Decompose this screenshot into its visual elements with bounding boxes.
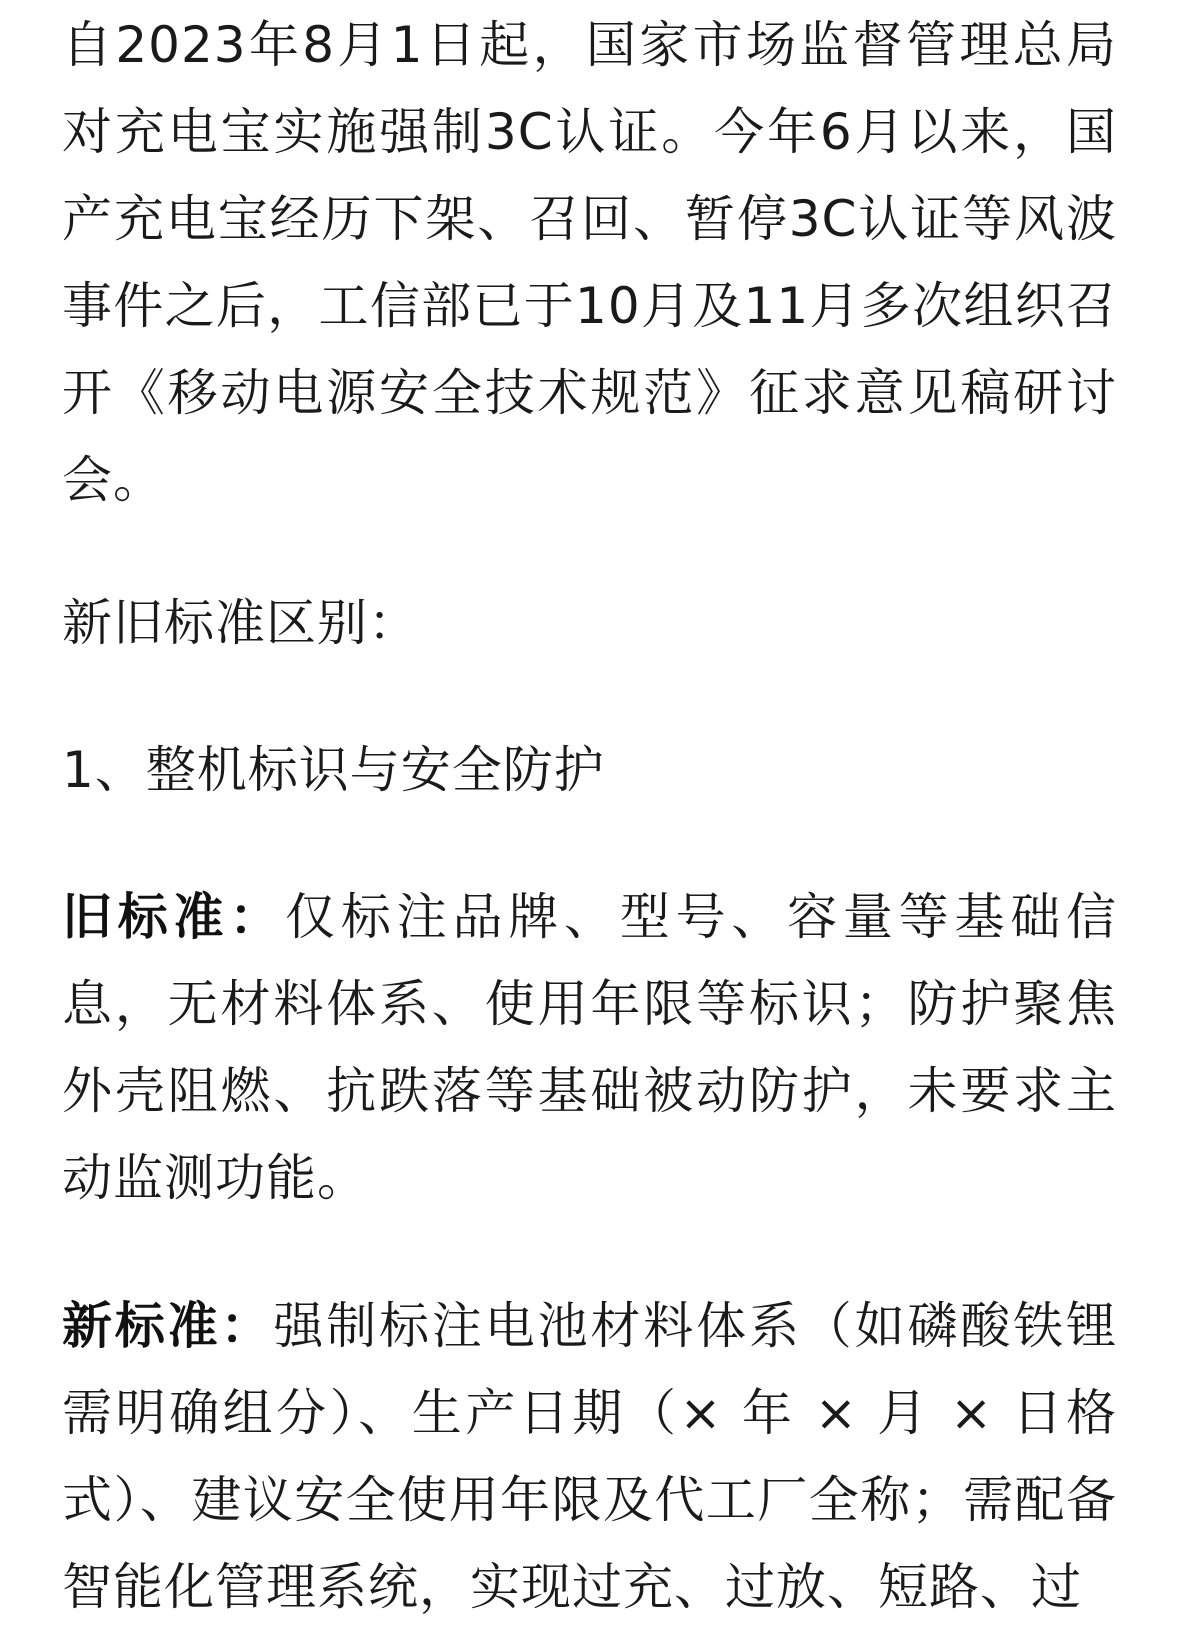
old-standard-label: 旧标准： [62, 888, 286, 946]
new-standard-text: 强制标注电池材料体系（如磷酸铁锂需明确组分）、生产日期（× 年 × 月 × 日格式）、建议安全使用年限及代工厂全称；需配备智能化管理系统，实现过充、过放、短路、过 [62, 1297, 1118, 1616]
new-standard-paragraph [62, 1283, 1117, 1631]
item-title: 1、整机标识与安全防护 [62, 741, 605, 799]
intro-paragraph: 自2023年8月1日起，国家市场监督管理总局对充电宝实施强制3C认证。今年6月以来，国产充电宝经历下架、召回、暂停3C认证等风波事件之后，工信部已于10月及11月多次组织召开《移动电源安全技术规范》征求意见稿研讨会。 [62, 16, 1117, 509]
old-standard-paragraph [62, 874, 1117, 1222]
old-standard-text: 仅标注品牌、型号、容量等基础信息，无材料体系、使用年限等标识；防护聚焦外壳阻燃、抗跌落等基础被动防护，未要求主动监测功能。 [62, 888, 1118, 1207]
new-standard-label: 新标准： [62, 1297, 274, 1355]
section-heading: 新旧标准区别： [62, 594, 419, 652]
